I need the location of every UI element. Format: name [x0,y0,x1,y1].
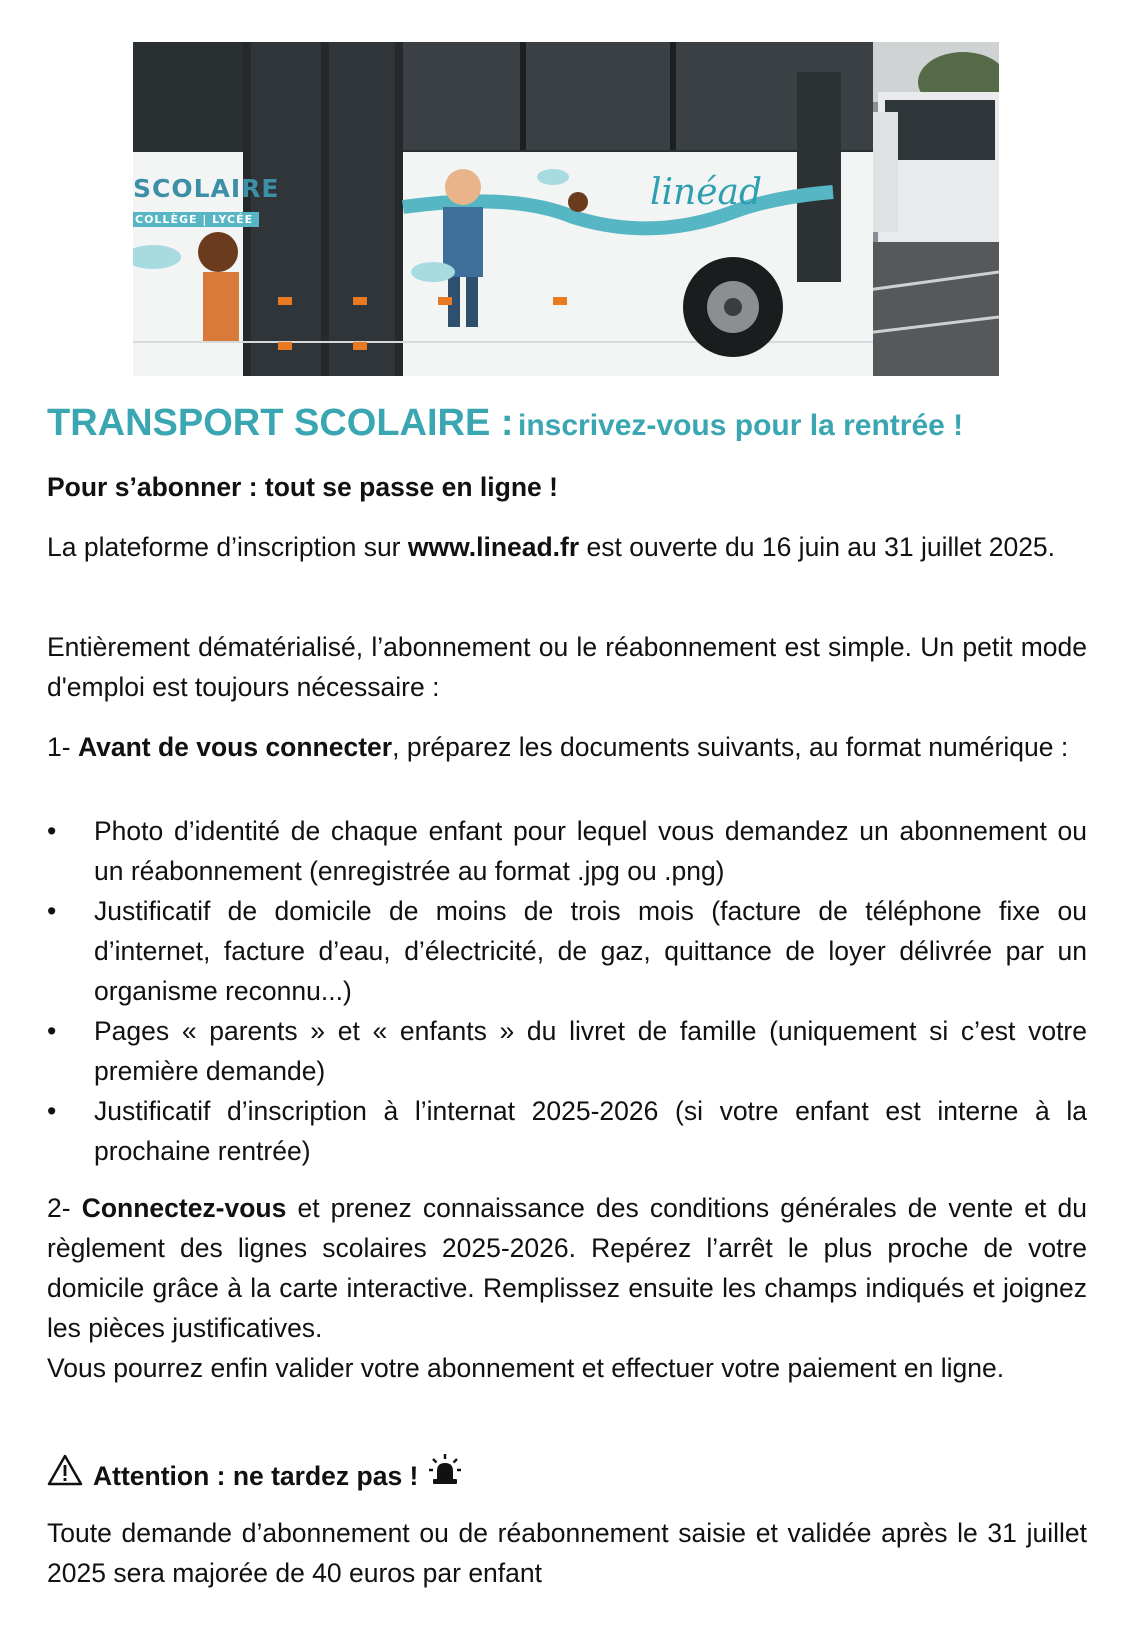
website-link[interactable]: www.linead.fr [407,532,580,562]
step1-rest: , préparez les documents suivants, au format numérique : [392,732,1069,762]
bus-brand-logo: linéad [650,172,763,213]
para1-before: La plateforme d’inscription sur [47,532,408,562]
para1-after: est ouverte du 16 juin au 31 juillet 2025. [579,532,1056,562]
attention-label: Attention : ne tardez pas ! [93,1460,419,1491]
paragraph-platform [47,527,1087,567]
documents-list [47,811,1087,1171]
title-sub: inscrivez-vous pour la rentrée ! [518,409,964,442]
bus-photo [133,42,999,376]
title-main: TRANSPORT SCOLAIRE : [47,402,514,444]
bus-illustration [133,42,999,376]
bus-side-text: SCOLAIRE [133,174,280,203]
list-item: • Photo d’identité de chaque enfant pour lequel vous demandez un abonnement ou un réabonnement (enregistrée au format .jpg ou .png) [47,811,1087,891]
step2-rest: et prenez connaissance des conditions générales de vente et du règlement des lignes scolaires 2025-2026. Repérez l’arrêt le plus proche de votre domicile grâce à la carte interactive. Remplissez ensuite les champs indiqués et joignez les pièces justificatives. [47,1193,1087,1343]
final-notice: Toute demande d’abonnement ou de réabonnement saisie et validée après le 31 juillet 2025 sera majorée de 40 euros par enfant [47,1518,1087,1588]
list-item: • Justificatif d’inscription à l’internat 2025-2026 (si votre enfant est interne à la prochaine rentrée) [47,1091,1087,1171]
subheading: Pour s’abonner : tout se passe en ligne ! [47,472,558,502]
step2-prefix: 2- [47,1193,82,1223]
list-item: • Pages « parents » et « enfants » du livret de famille (uniquement si c’est votre première demande) [47,1011,1087,1091]
list-item: • Justificatif de domicile de moins de trois mois (facture de téléphone fixe ou d’internet, facture d’eau, d’électricité, de gaz, quittance de loyer délivrée par un organisme reconnu...) [47,891,1087,1011]
step-2 [47,1188,1087,1348]
paragraph-intro: Entièrement dématérialisé, l’abonnement ou le réabonnement est simple. Un petit mode d'emploi est toujours nécessaire : [47,632,1087,702]
step-1 [47,727,1087,767]
step1-prefix: 1- [47,732,78,762]
siren-icon [428,1453,462,1498]
step-2-payment: Vous pourrez enfin valider votre abonnement et effectuer votre paiement en ligne. [47,1353,1005,1383]
page-title [47,402,1087,445]
bus-side-subtext: COLLÈGE | LYCÉE [133,212,259,227]
step1-bold: Avant de vous connecter [77,732,393,762]
warning-icon [47,1453,83,1498]
step2-bold: Connectez-vous [81,1193,287,1223]
attention-line [47,1453,462,1498]
